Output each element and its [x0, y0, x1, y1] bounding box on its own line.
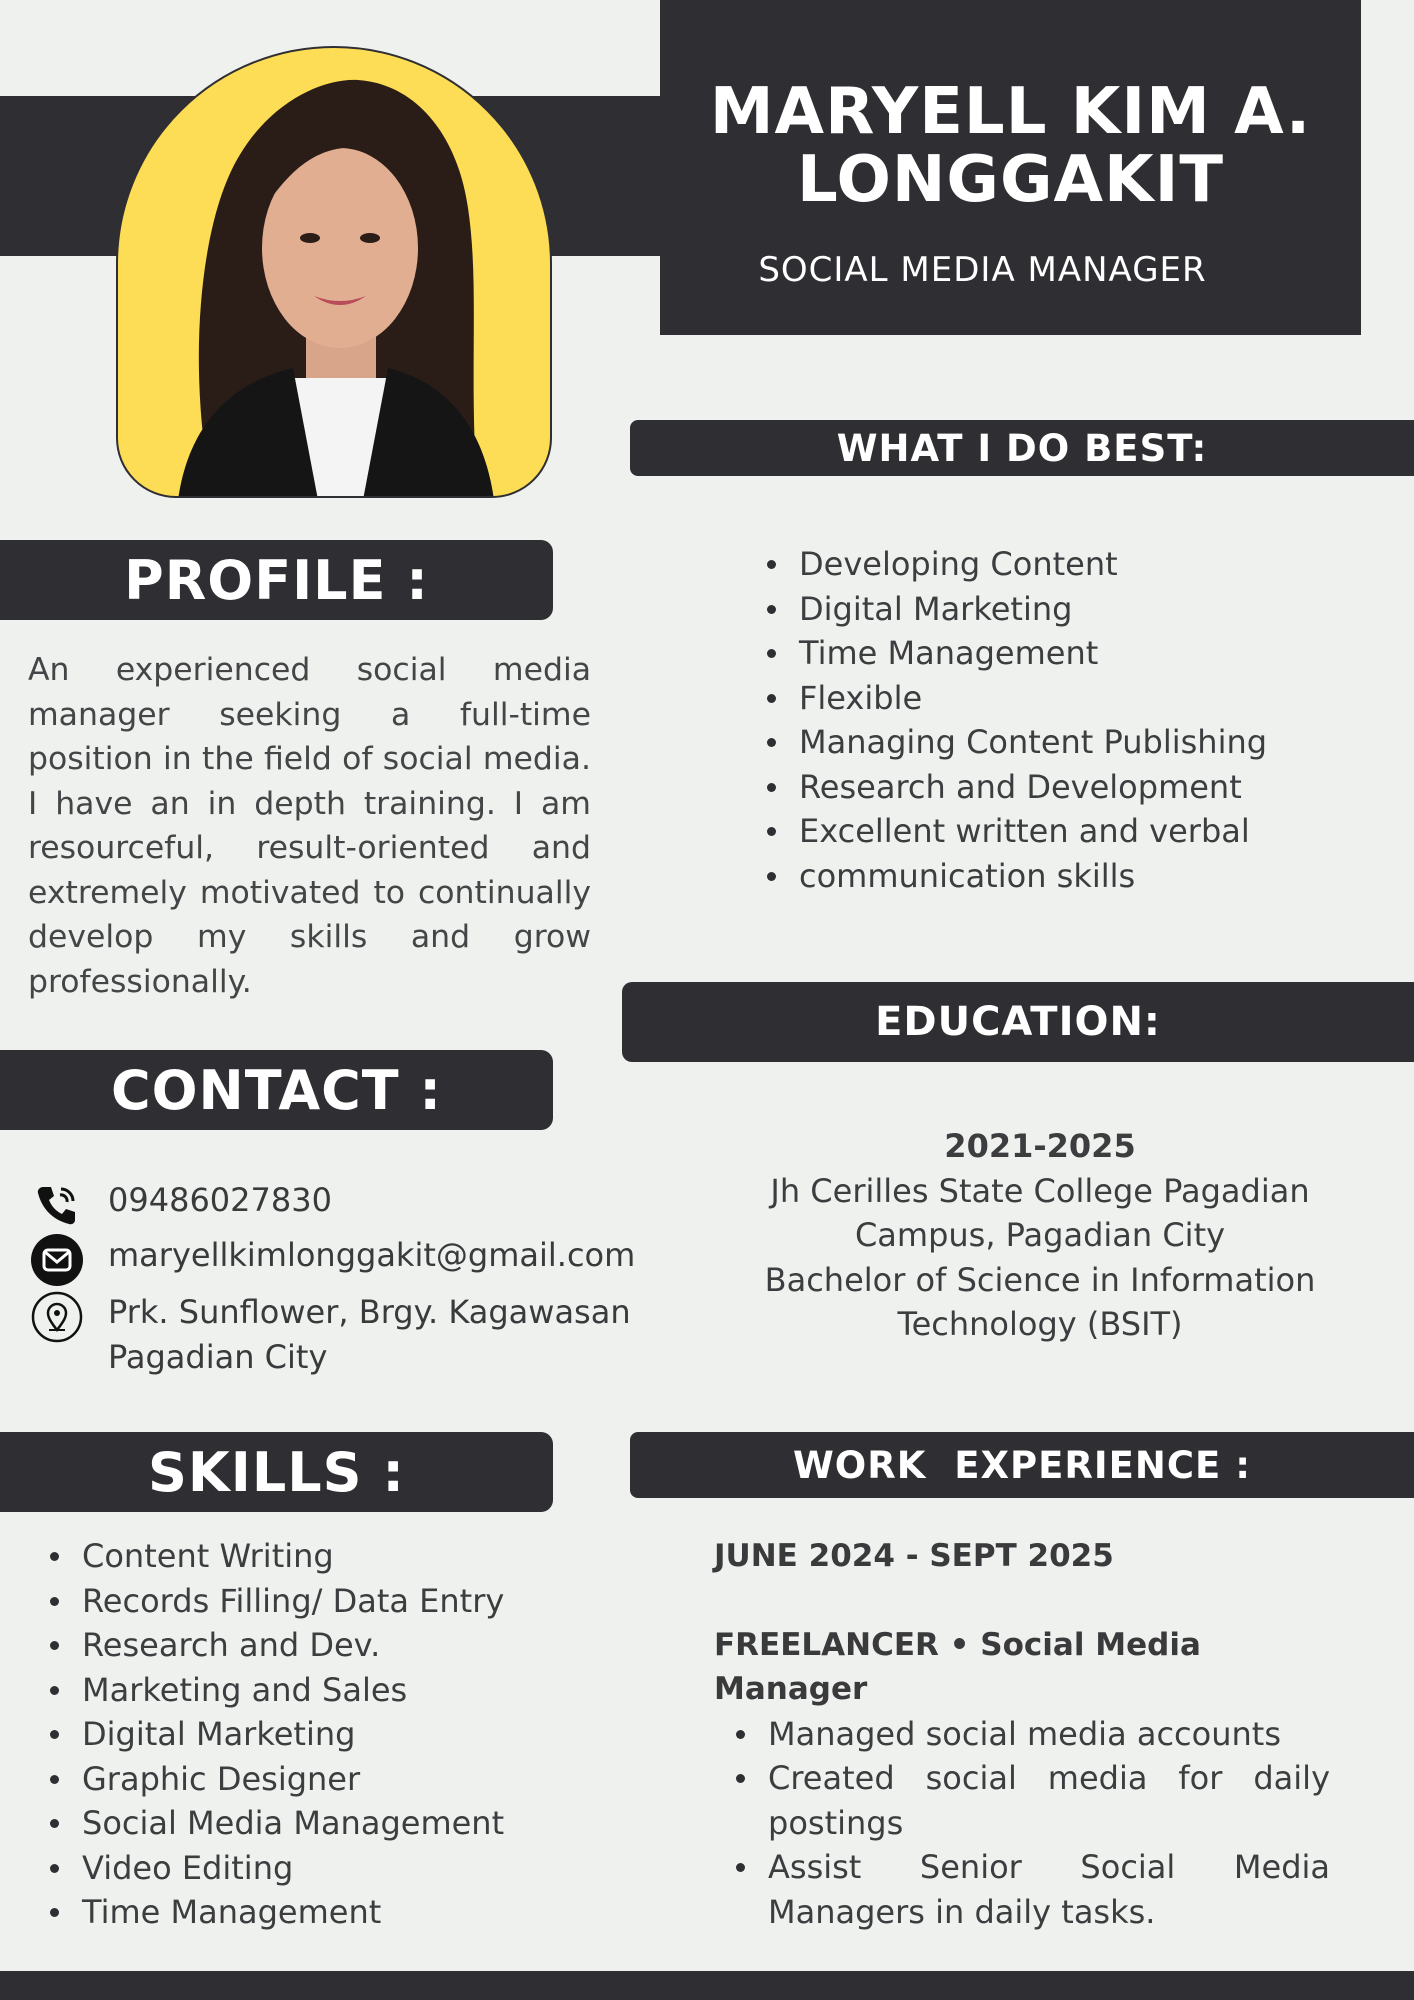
list-item: communication skills	[745, 854, 1385, 899]
list-item: Research and Development	[745, 765, 1385, 810]
list-item: Managed social media accounts	[714, 1712, 1330, 1757]
footer-band	[0, 1971, 1414, 2000]
work-title: FREELANCER • Social Media Manager	[714, 1626, 1201, 1707]
portrait-illustration	[118, 48, 552, 498]
skills-list	[28, 1534, 628, 1935]
school-line-2: Campus, Pagadian City	[854, 1216, 1226, 1254]
address-line-1: Prk. Sunflower, Brgy. Kagawasan	[108, 1293, 631, 1331]
list-item: Records Filling/ Data Entry	[28, 1579, 628, 1624]
list-item: Assist Senior Social Media Managers in daily tasks.	[714, 1845, 1330, 1934]
address-line-2: Pagadian City	[108, 1337, 328, 1376]
education-heading: EDUCATION:	[622, 982, 1414, 1062]
list-item: Digital Marketing	[745, 587, 1385, 632]
degree-line-1: Bachelor of Science in Information	[764, 1260, 1316, 1299]
list-item: Graphic Designer	[28, 1757, 628, 1802]
address	[108, 1290, 631, 1379]
name-line-1: MARYELL KIM A.	[709, 75, 1312, 149]
school-line-1: Jh Cerilles State College Pagadian	[770, 1171, 1310, 1210]
profile-photo	[116, 46, 552, 498]
phone-icon	[30, 1178, 84, 1232]
location-pin-icon	[30, 1290, 84, 1344]
profile-summary: An experienced social media manager seeking a full-time position in the field of social media. I have an in depth training. I am resourceful, result-oriented and extremely motivated to continually develop my skills and grow professionally.	[28, 652, 591, 1000]
list-item: Video Editing	[28, 1846, 628, 1891]
best-heading: WHAT I DO BEST:	[630, 420, 1414, 476]
contact-phone-row	[30, 1178, 332, 1232]
work-heading: WORK EXPERIENCE :	[630, 1432, 1414, 1498]
contact-email-row	[30, 1233, 635, 1287]
email-icon	[30, 1233, 84, 1287]
name-line-2: LONGGAKIT	[796, 143, 1225, 217]
list-item: Content Writing	[28, 1534, 628, 1579]
contact-heading: CONTACT :	[0, 1050, 553, 1130]
work-duties-list	[714, 1712, 1330, 1935]
skills-heading: SKILLS :	[0, 1432, 553, 1512]
best-list	[745, 542, 1385, 898]
list-item: Marketing and Sales	[28, 1668, 628, 1713]
list-item: Managing Content Publishing	[745, 720, 1385, 765]
list-item: Research and Dev.	[28, 1623, 628, 1668]
education-years: 2021-2025	[944, 1127, 1136, 1165]
list-item: Time Management	[28, 1890, 628, 1935]
list-item: Social Media Management	[28, 1801, 628, 1846]
list-item: Excellent written and verbal	[745, 809, 1385, 854]
phone-number[interactable]: 09486027830	[108, 1181, 332, 1219]
contact-address-row	[30, 1290, 631, 1379]
email-address[interactable]: maryellkimlonggakit@gmail.com	[108, 1236, 636, 1274]
job-title: SOCIAL MEDIA MANAGER	[758, 250, 1207, 290]
list-item: Created social media for daily postings	[714, 1756, 1330, 1845]
degree-line-2: Technology (BSIT)	[897, 1305, 1183, 1343]
list-item: Time Management	[745, 631, 1385, 676]
list-item: Digital Marketing	[28, 1712, 628, 1757]
candidate-name	[660, 75, 1361, 217]
profile-heading: PROFILE :	[0, 540, 553, 620]
list-item: Developing Content	[745, 542, 1385, 587]
work-dates: JUNE 2024 - SEPT 2025	[714, 1538, 1114, 1574]
list-item: Flexible	[745, 676, 1385, 721]
work-entry	[714, 1534, 1330, 1934]
education-entry	[700, 1124, 1380, 1347]
